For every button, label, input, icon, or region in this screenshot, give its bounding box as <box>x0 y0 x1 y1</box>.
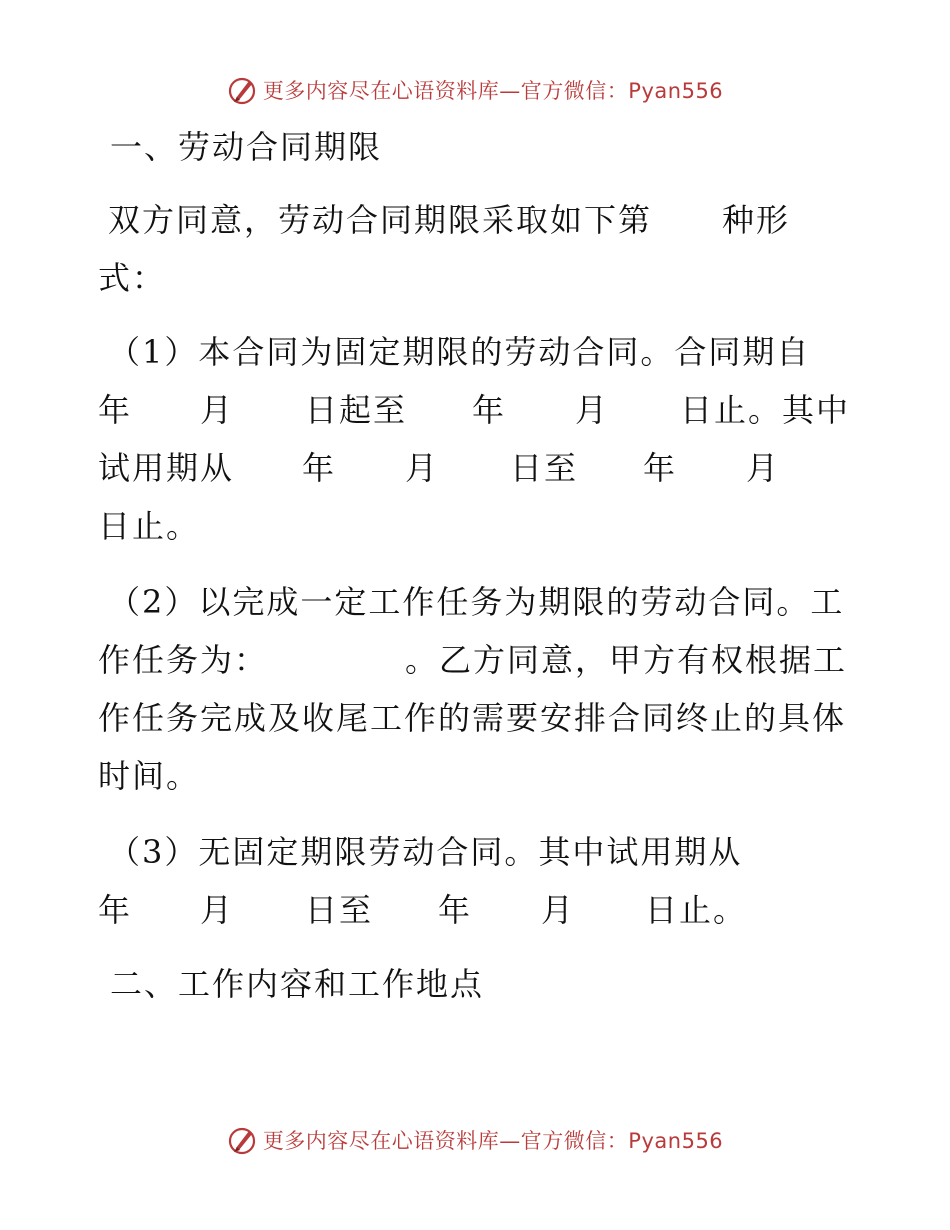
p1-trial-month-2: 月 <box>746 449 781 487</box>
p1-month-1: 月 <box>200 391 235 429</box>
p1-day-2: 日止。其中 <box>680 391 851 429</box>
quill-pen-logo-icon <box>227 75 257 105</box>
header-watermark-banner <box>0 70 950 110</box>
p3-month-1: 月 <box>200 891 235 929</box>
p3-month-2: 月 <box>541 891 576 929</box>
p1-line-3 <box>0 446 950 490</box>
p2-text-1: （2）以完成一定工作任务为期限的劳动合同。工 <box>108 583 845 621</box>
p1-trial-month-1: 月 <box>405 449 440 487</box>
intro-text-c: 式： <box>98 259 167 297</box>
p3-line-2 <box>0 888 950 932</box>
p3-day-1: 日至 <box>305 891 374 929</box>
p1-day-1: 日起至 <box>305 391 408 429</box>
p1-trial-label: 试用期从 <box>98 449 235 487</box>
p2-text-2: 。乙方同意，甲方有权根据工 <box>405 641 848 679</box>
quill-pen-logo-icon <box>227 1125 257 1155</box>
p2-line-3 <box>0 696 950 740</box>
intro-line-1 <box>0 198 950 242</box>
p3-line-1 <box>0 830 950 874</box>
intro-text-b: 种形 <box>722 201 791 239</box>
p2-line-1 <box>0 580 950 624</box>
p3-day-2: 日止。 <box>645 891 748 929</box>
p1-year-1: 年 <box>98 391 133 429</box>
heading-text: 一、劳动合同期限 <box>110 128 383 166</box>
p1-trial-year-2: 年 <box>643 449 678 487</box>
heading-work-content <box>0 962 950 1006</box>
header-watermark-text: 更多内容尽在心语资料库—官方微信：Pyan556 <box>262 79 724 103</box>
intro-text-a: 双方同意，劳动合同期限采取如下第 <box>108 201 653 239</box>
p3-year-2: 年 <box>438 891 473 929</box>
p1-line-2 <box>0 388 950 432</box>
heading-text-2: 二、工作内容和工作地点 <box>110 965 485 1003</box>
p2-task-label: 作任务为： <box>98 641 269 679</box>
p1-trial-day-2: 日止。 <box>98 507 201 545</box>
p2-line-4 <box>0 754 950 798</box>
p1-month-2: 月 <box>575 391 610 429</box>
footer-watermark-banner <box>0 1120 950 1160</box>
p2-text-4: 时间。 <box>98 757 201 795</box>
p1-trial-year-1: 年 <box>302 449 337 487</box>
p1-year-2: 年 <box>472 391 507 429</box>
p1-line-1 <box>0 330 950 374</box>
p1-line-4 <box>0 504 950 548</box>
heading-contract-term <box>0 125 950 169</box>
p1-trial-day-1: 日至 <box>510 449 579 487</box>
p3-text-1: （3）无固定期限劳动合同。其中试用期从 <box>108 833 743 871</box>
footer-watermark-text: 更多内容尽在心语资料库—官方微信：Pyan556 <box>262 1129 724 1153</box>
p2-line-2 <box>0 638 950 682</box>
p3-year-1: 年 <box>98 891 133 929</box>
intro-line-2 <box>0 256 950 300</box>
p2-text-3: 作任务完成及收尾工作的需要安排合同终止的具体 <box>98 699 847 737</box>
p1-text-1: （1）本合同为固定期限的劳动合同。合同期自 <box>108 333 811 371</box>
